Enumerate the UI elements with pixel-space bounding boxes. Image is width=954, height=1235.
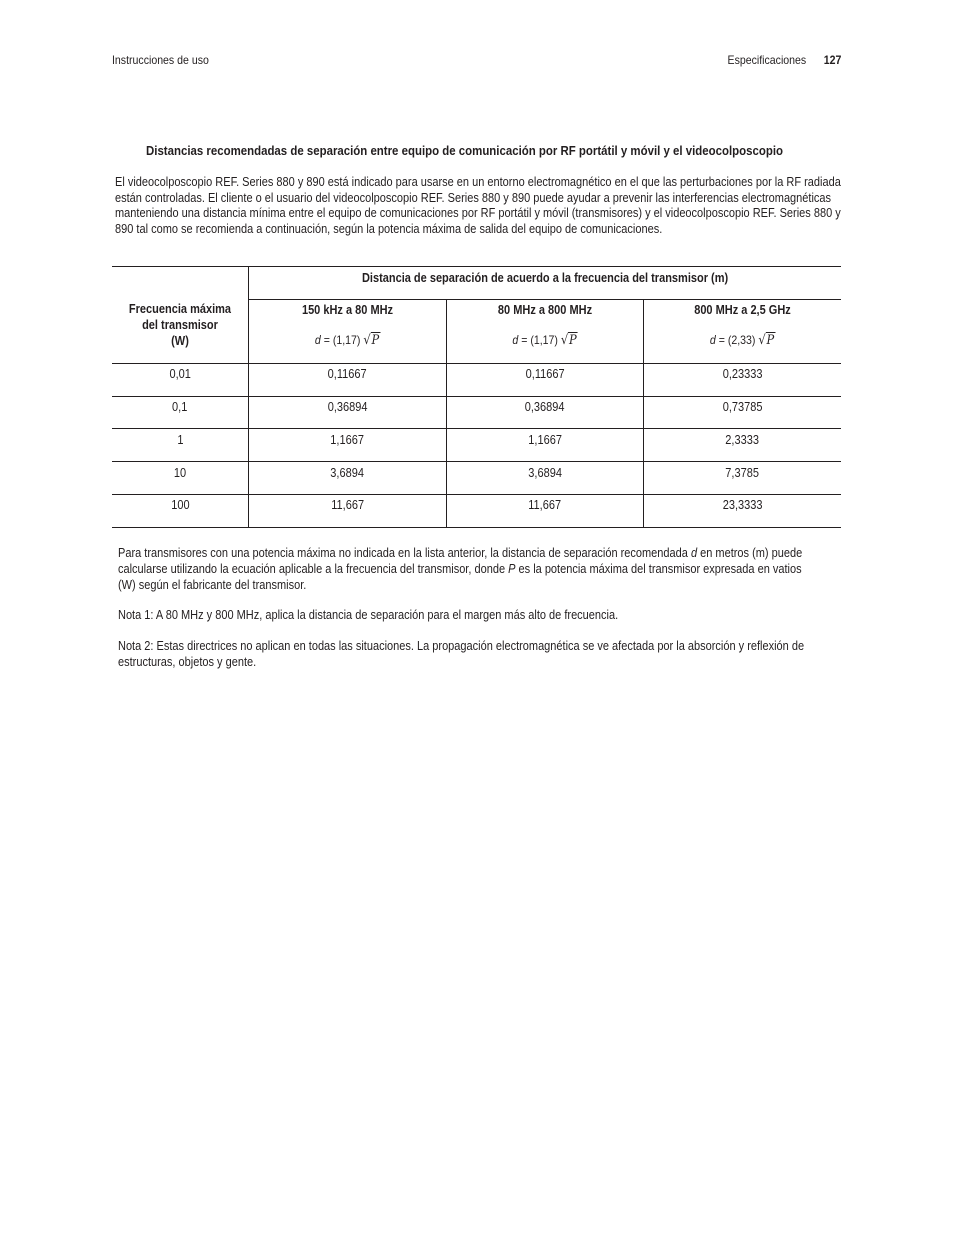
table-cell: 3,6894 [528,466,562,480]
page-number: 127 [823,53,841,67]
formula: d = (1,17) √P [512,333,577,348]
table-cell: 2,3333 [725,433,760,447]
table-cell-power: 100 [170,498,190,512]
table-cell-power: 0,01 [169,367,191,381]
note-1: Nota 1: A 80 MHz y 800 MHz, aplica la distancia de separación para el margen más alto de frecuencia. [118,608,619,622]
document-name: Instrucciones de uso [112,53,209,67]
table-rule [112,527,841,528]
table-cell-power: 0,1 [172,400,188,414]
intro-paragraph: El videocolposcopio REF. Series 880 y 890 está indicado para usarse en un entorno electromagnético en el que las perturbaciones por la RF radiada están controladas. El cliente o el usuario del videocolposcopio REF. Series 880 y 890 puede ayudar a prevenir las interferencias electromagnéticas manteniendo una distancia mínima entre el equipo de comunicaciones por RF portátil y móvil (transmisores) y el videocolposcopio REF. Series 880 y 890 tal como se recomienda a continuación, según la potencia máxima de salida del equipo de comunicaciones. [115,175,841,236]
table-cell: 1,1667 [330,433,365,447]
table-cell: 0,11667 [525,367,565,381]
table-cell: 0,23333 [722,367,763,381]
section-title: Distancias recomendadas de separación entre equipo de comunicación por RF portátil y móvil y el videocolposcopio [146,143,783,158]
row-header: Frecuencia máxima del transmisor (W) [128,302,232,348]
table-cell: 3,6894 [330,466,365,480]
note-2: Nota 2: Estas directrices no aplican en todas las situaciones. La propagación electromagnética se ve afectada por la absorción y reflexión de estructuras, objetos y gente. [118,639,805,669]
table-cell: 11,667 [528,498,562,512]
table-rule [112,428,841,429]
column-header-80mhz-800mhz: 80 MHz a 800 MHz d = (1,17) √P [447,302,643,349]
column-header-150khz-80mhz: 150 kHz a 80 MHz d = (1,17) √P [249,302,446,349]
table-cell: 11,667 [331,498,364,512]
table-cell-power: 10 [173,466,187,480]
table-rule [112,494,841,495]
table-rule [112,266,841,267]
table-cell: 0,73785 [722,400,763,414]
separation-distance-table [112,266,841,528]
group-header: Distancia de separación de acuerdo a la frecuencia del transmisor (m) [361,271,729,285]
table-cell: 1,1667 [528,433,562,447]
formula: d = (2,33) √P [709,333,775,348]
note-paragraph-formula: Para transmisores con una potencia máxima no indicada en la lista anterior, la distancia de separación recomendada d en metros (m) puede calcularse utilizando la ecuación aplicable a la frecuencia del transmisor, donde P es la potencia máxima del transmisor expresada en vatios (W) según el fabricante del transmisor. [118,546,803,592]
table-rule [248,299,841,300]
section-name: Especificaciones [727,53,806,67]
table-cell: 0,36894 [327,400,368,414]
column-header-800mhz-2-5ghz: 800 MHz a 2,5 GHz d = (2,33) √P [644,302,841,349]
table-rule [112,396,841,397]
table-rule [112,461,841,462]
table-cell: 7,3785 [725,466,760,480]
running-header-right [727,53,841,67]
table-cell-power: 1 [176,433,184,447]
table-cell: 23,3333 [722,498,763,512]
table-rule [112,363,841,364]
table-cell: 0,11667 [328,367,367,381]
running-header-left [112,53,209,67]
table-cell: 0,36894 [525,400,565,414]
formula: d = (1,17) √P [314,333,380,348]
